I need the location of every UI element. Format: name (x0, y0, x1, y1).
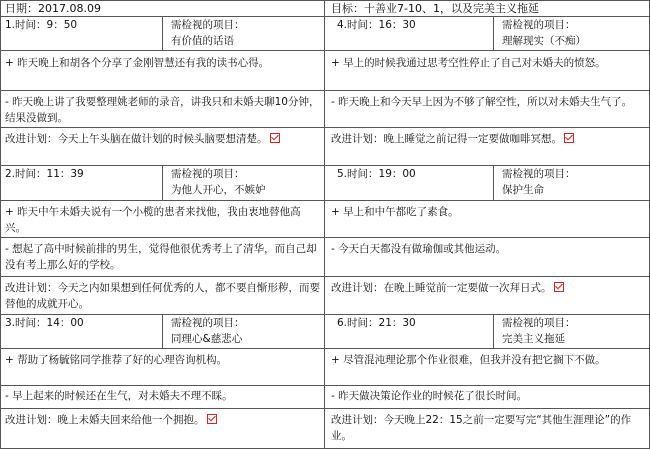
entry-1-plan-text: 改进计划：今天上午头脑在做计划的时候头脑要想清楚。 (5, 133, 268, 145)
entry-1-focus-label: 需检视的项目： (171, 19, 245, 31)
entry-3-plan (0, 409, 325, 449)
entry-5-focus-label: 需检视的项目： (502, 168, 576, 180)
entry-2-header (0, 166, 325, 201)
entry-1-time: 1.时间：9：50 (0, 17, 163, 50)
entry-6-focus-value: 完美主义拖延 (502, 333, 565, 345)
entry-1-plan (0, 128, 325, 166)
entry-2-minus: - 想起了高中时候前排的男生，觉得他很优秀考上了清华，而自己却没有考上那么好的学校。 (0, 238, 325, 277)
entry-4-plan-text: 改进计划：晚上睡觉之前记得一定要做咖啡冥想。 (331, 133, 562, 145)
checked-box-icon (207, 414, 217, 424)
entry-2-focus-value: 为他人开心，不嫉妒 (171, 184, 266, 196)
entry-3-focus-label: 需检视的项目： (171, 317, 245, 329)
entry-5-plan-text: 改进计划：在晚上睡觉前一定要做一次拜日式。 (331, 282, 552, 294)
entry-4-focus-label: 需检视的项目： (502, 19, 576, 31)
entry-6-time: 6.时间：21：30 (331, 315, 494, 348)
entry-4-plan (325, 128, 650, 166)
entry-6-focus-label: 需检视的项目： (502, 317, 576, 329)
checked-box-icon (270, 133, 280, 143)
entry-1-minus: - 昨天晚上讲了我要整理姚老师的录音，讲我只和未婚夫聊10分钟，结果没做到。 (0, 91, 325, 128)
checked-box-icon (564, 133, 574, 143)
entry-4-time: 4.时间：16：30 (331, 17, 494, 50)
entry-1-header (0, 17, 325, 51)
entry-3-plan-text: 改进计划：晚上未婚夫回来给他一个拥抱。 (5, 414, 205, 426)
entry-6-minus: - 昨天做决策论作业的时候花了很长时间。 (325, 386, 650, 409)
entry-5-time: 5.时间：19：00 (331, 166, 494, 200)
goal-header: 目标：十善业7-10、1，以及完美主义拖延 (325, 0, 650, 17)
entry-6-plan: 改进计划：今天晚上22：15之前一定要写完“其他生涯理论”的作业。 (325, 409, 650, 449)
entry-2-time: 2.时间：11：39 (0, 166, 163, 200)
entry-5-minus: - 今天白天都没有做瑜伽或其他运动。 (325, 238, 650, 277)
entry-3-minus: - 早上起来的时候还在生气，对未婚夫不理不睬。 (0, 386, 325, 409)
entry-5-focus (494, 166, 650, 200)
entry-1-plus: + 昨天晚上和胡各个分享了金刚智慧还有我的读书心得。 (0, 51, 325, 91)
entry-5-plus: + 早上和中午都吃了素食。 (325, 201, 650, 238)
right-column (325, 0, 650, 449)
entry-2-plan: 改进计划：今天之内如果想到任何优秀的人，都不要自惭形秽，而要替他的成就开心。 (0, 277, 325, 315)
entry-2-focus-label: 需检视的项目： (171, 168, 245, 180)
entry-2-plus: + 昨天中午未婚夫说有一个小榄的患者来找他，我由衷地替他高兴。 (0, 201, 325, 238)
entry-3-time: 3.时间：14：00 (0, 315, 163, 348)
entry-3-focus-value: 同理心&慈悲心 (171, 333, 243, 345)
entry-3-focus (163, 315, 325, 348)
entry-2-focus (163, 166, 325, 200)
entry-4-minus: - 昨天晚上和今天早上因为不够了解空性，所以对未婚夫生气了。 (325, 91, 650, 128)
entry-6-header (325, 315, 650, 349)
entry-5-plan (325, 277, 650, 315)
entry-1-focus-value: 有价值的话语 (171, 35, 234, 47)
entry-5-header (325, 166, 650, 201)
entry-4-focus (494, 17, 650, 50)
entry-3-plus: + 帮助了杨毓铭同学推荐了好的心理咨询机构。 (0, 349, 325, 386)
entry-5-focus-value: 保护生命 (502, 184, 544, 196)
entry-4-plus: + 早上的时候我通过思考空性停止了自己对未婚夫的愤怒。 (325, 51, 650, 91)
checked-box-icon (554, 282, 564, 292)
entry-6-plus: + 尽管混沌理论那个作业很难，但我并没有把它搁下不做。 (325, 349, 650, 386)
entry-6-focus (494, 315, 650, 348)
entry-4-header (325, 17, 650, 51)
entry-4-focus-value: 理解现实（不痴） (502, 35, 586, 47)
date-header: 日期：2017.08.09 (0, 0, 325, 17)
entry-1-focus (163, 17, 325, 50)
entry-3-header (0, 315, 325, 349)
